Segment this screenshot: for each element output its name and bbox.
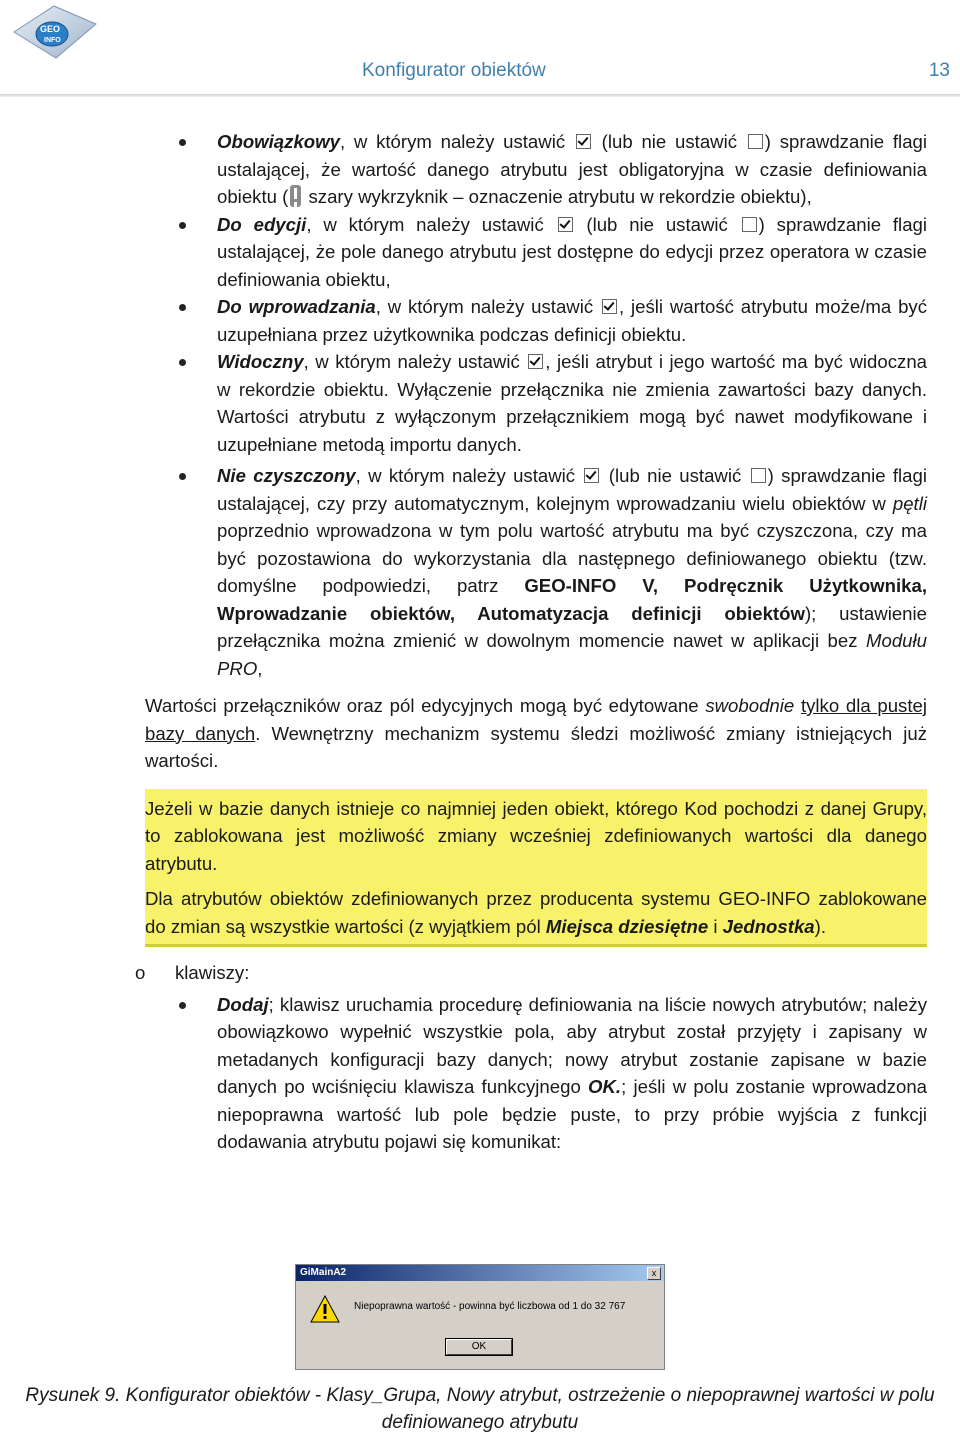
checked-checkbox-icon — [576, 134, 591, 149]
emphasis: Modułu PRO — [217, 630, 927, 679]
keys-label: klawiszy: — [175, 962, 250, 983]
page-content — [145, 128, 927, 1156]
header-divider — [0, 94, 960, 97]
keyword: Obowiązkowy — [217, 131, 340, 152]
text: . Wewnętrzny mechanizm systemu śledzi możliwość zmiany istniejących już wartości. — [145, 722, 927, 771]
text: ). — [814, 915, 826, 937]
close-button[interactable]: x — [647, 1267, 661, 1280]
text: , jeśli atrybut i jego wartość ma być widoczna w rekordzie obiektu. Wyłączenie przełącznika nie zmienia zawartości bazy danych. Wartości atrybutu z wyłączonym przełącznikiem mogą być nawet modyfikowane i uzupełniane metodą importu danych. — [217, 351, 928, 455]
text: szary wykrzyknik – oznaczenie atrybutu w rekordzie obiektu), — [303, 186, 812, 207]
text: ; klawisz uruchamia procedurę definiowania na liście nowych atrybutów; należy obowiązkowo wypełnić wszystkie pola, aby atrybut został przyjęty i zapisany w metadanych konfiguracji bazy danych; nowy atrybut zostanie zapisane w bazie danych po wciśnięciu klawisza funkcyjnego — [217, 993, 927, 1097]
svg-text:GEO: GEO — [40, 24, 61, 34]
keyword: Widoczny — [217, 351, 304, 372]
text: i — [708, 915, 723, 937]
note-paragraph: Jeżeli w bazie danych istnieje co najmniej jeden obiekt, którego Kod pochodzi z danej Grupy, to zablokowana jest możliwość zmiany wcześniej zdefiniowanych wartości dla danego atrybutu. — [145, 797, 927, 874]
text: , — [257, 657, 263, 679]
underlined-text: tylko dla pustej bazy danych — [145, 695, 927, 744]
text: poprzednio wprowadzona w tym polu wartość atrybutu ma być czyszczona, czy ma być pozostawiona do wykorzystania dla następnego definiowanego obiektu (tzw. domyślne podpowiedzi, patrz — [217, 520, 927, 596]
text: ; jeśli w polu zostanie wprowadzona niepoprawna wartość lub pole będzie puste, to przy próbie wyjścia z funkcji dodawania atrybutu pojawi się komunikat: — [217, 1076, 928, 1152]
emphasis: swobodnie — [705, 695, 795, 716]
warning-icon — [310, 1295, 340, 1323]
keyword: Do wprowadzania — [217, 296, 376, 317]
text: , w którym należy ustawić — [375, 296, 600, 317]
unchecked-checkbox-icon — [751, 468, 766, 483]
checked-checkbox-icon — [558, 217, 573, 232]
list-item — [145, 462, 927, 682]
warning-dialog — [295, 1264, 665, 1370]
text: Wartości przełączników oraz pól edycyjnych mogą być edytowane — [145, 695, 706, 716]
note-paragraph — [145, 885, 927, 940]
field-name: Miejsca dziesiętne — [545, 915, 709, 937]
text: (lub nie ustawić — [574, 213, 740, 235]
keys-list — [145, 991, 927, 1156]
flag-list — [145, 128, 927, 682]
list-item — [145, 293, 927, 348]
emphasis: pętli — [892, 492, 927, 514]
text: Dla atrybutów obiektów zdefiniowanych przez producenta systemu GEO-INFO zablokowane do zmian są wszystkie wartości (z wyjątkiem pól — [145, 888, 927, 937]
keyword: Dodaj — [217, 993, 269, 1015]
text: (lub nie ustawić — [592, 131, 746, 152]
field-name: Jednostka — [722, 915, 815, 937]
list-item — [145, 991, 927, 1156]
text: ) sprawdzanie flagi ustalającej, że wartość danego atrybutu jest obligatoryjna w czasie definiowania obiektu ( — [217, 131, 928, 207]
key-name: OK. — [588, 1076, 622, 1097]
unchecked-checkbox-icon — [742, 217, 757, 232]
note-box — [145, 789, 927, 948]
checked-checkbox-icon — [602, 299, 617, 314]
text: , w którym należy ustawić — [355, 465, 583, 486]
svg-text:INFO: INFO — [44, 37, 61, 44]
dialog-title: GiMainA2 — [296, 1265, 664, 1281]
list-item — [145, 211, 927, 294]
exclamation-icon — [290, 185, 301, 207]
keys-heading — [145, 959, 927, 987]
checked-checkbox-icon — [528, 354, 543, 369]
text: ) sprawdzanie flagi ustalającej, że pole danego atrybutu jest dostępne do edycji przez operatora w czasie definiowania obiektu, — [217, 213, 928, 290]
header-title: Konfigurator obiektów — [362, 60, 546, 81]
paragraph — [145, 692, 927, 775]
text: , w którym należy ustawić — [339, 131, 574, 152]
text: , jeśli wartość atrybutu może/ma być uzupełniana przez użytkownika podczas definicji obiektu. — [217, 296, 928, 345]
page-number: 13 — [928, 60, 950, 81]
dialog-message: Niepoprawna wartość - powinna być liczbowa od 1 do 32 767 — [354, 1301, 626, 1312]
manual-reference: GEO-INFO V, Podręcznik Użytkownika, Wprowadzanie obiektów, Automatyzacja definicji obiektów — [217, 575, 928, 624]
list-item — [145, 348, 927, 458]
text: , w którym należy ustawić — [306, 213, 556, 235]
ok-button[interactable]: OK — [446, 1339, 512, 1355]
list-item — [145, 128, 927, 211]
checked-checkbox-icon — [584, 468, 599, 483]
keyword: Do edycji — [217, 213, 307, 235]
text: ) sprawdzanie flagi ustalającej, czy przy automatycznym, kolejnym wprowadzaniu wielu obiektów w — [217, 465, 928, 514]
text: , w którym należy ustawić — [303, 351, 527, 372]
geo-info-logo — [8, 2, 100, 64]
figure-caption: Rysunek 9. Konfigurator obiektów - Klasy_Grupa, Nowy atrybut, ostrzeżenie o niepoprawnej wartości w polu definiowanego atrybutu — [25, 1385, 935, 1433]
unchecked-checkbox-icon — [748, 134, 763, 149]
text: (lub nie ustawić — [601, 465, 749, 486]
keyword: Nie czyszczony — [217, 465, 356, 486]
text: ); ustawienie przełącznika można zmienić w dowolnym momencie nawet w aplikacji bez — [217, 602, 927, 651]
